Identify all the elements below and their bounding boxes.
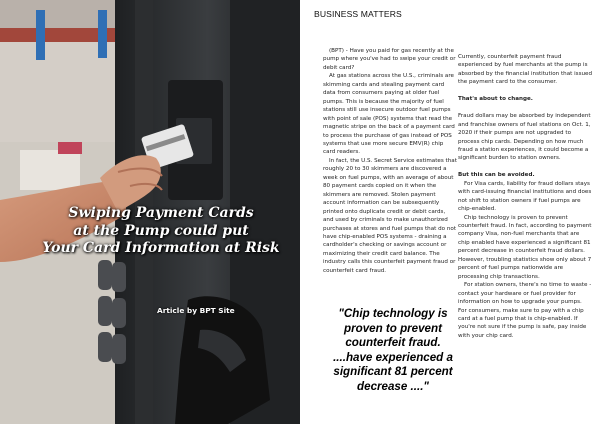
article-credit: Article by BPT Site [157,306,235,315]
subheading: That's about to change. [458,96,533,103]
section-title: BUSINESS MATTERS [314,9,402,19]
article-column-1 [323,47,457,275]
pull-quote: "Chip technology is proven to prevent counterfeit fraud. ....have experienced a significant 81 percent decrease ...." [333,307,453,393]
paragraph: At gas stations across the U.S., criminals are skimming cards and stealing payment card data from consumers paying at older fuel pumps. This is because the majority of fuel stations still use insecure outdoor fuel pumps with point of sale (POS) systems that read the magnetic stripe on the back of a payment card to process the purchase of gas instead of POS systems that use more secure EMV(R) chip card readers. [323,73,455,156]
paragraph: Chip technology is proven to prevent counterfeit fraud. In fact, according to payment company Visa, non-fuel merchants that are chip enabled have experienced a significant 81 percent decrease in counterfeit fraud dollars. However, troubling statistics show only about 7 percent of fuel pumps nationwide are processing chip transactions. [458,214,592,280]
paragraph: Fraud dollars may be absorbed by independent and franchise owners of fuel stations on Oct. 1, 2020 if their pumps are not upgraded to process chip cards. Depending on how much fraud a station experiences, it could become a significant burden to station owners. [458,113,591,162]
paragraph: In fact, the U.S. Secret Service estimates that roughly 20 to 30 skimmers are discovered a week on fuel pumps, with an average of about 80 payment cards copied on it when the skimmers are removed. Stolen payment account information can be subsequently printed onto duplicate credit or debit cards, and used by criminals to make unauthorized purchases at stores and fuel pumps that do not have chip-enabled POS systems - draining a cardholder's checking or savings account or maximizing their credit card balance. The industry calls this counterfeit payment fraud or counterfeit card fraud. [323,157,457,274]
paragraph: Currently, counterfeit payment fraud experienced by fuel merchants at the pump is absorbed by the financial institution that issued the payment card to the consumer. [458,54,593,86]
paragraph: For Visa cards, liability for fraud dollars stays with card-issuing financial institutions and does not shift to station owners if fuel pumps are chip-enabled. [458,180,592,213]
photo-title [36,205,286,258]
subheading: But this can be avoided. [458,172,535,179]
photo-title-line: Your Card Information at Risk [42,240,280,256]
article-column-2 [458,53,592,340]
paragraph: For station owners, there's no time to waste - contact your hardware or fuel provider for information on how to upgrade your pumps. For consumers, make sure to pay with a chip card at a fuel pump that is chip-enabled. If you're not sure if the pump is safe, pay inside with your chip card. [458,282,592,339]
photo-title-line: at the Pump could put [73,222,249,239]
article-page [300,0,600,424]
photo-title-line: Swiping Payment Cards [68,205,254,221]
paragraph: (BPT) - Have you paid for gas recently at the pump where you've had to swipe your credit or debit card? [323,48,456,71]
